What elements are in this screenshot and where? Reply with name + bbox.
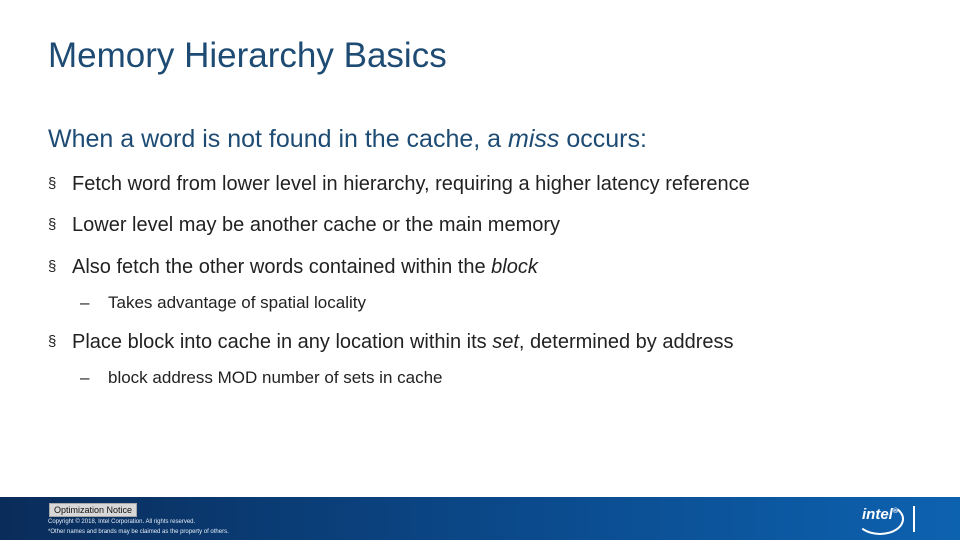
bullet-item [48, 214, 560, 237]
logo-divider [913, 506, 915, 532]
sub-bullet-text: Takes advantage of spatial locality [108, 293, 366, 312]
sub-bullet-marker: – [80, 293, 90, 312]
sub-bullet-item [80, 293, 366, 313]
intro-emphasis: miss [508, 125, 560, 153]
footer-bar [0, 497, 960, 540]
intro-text: When a word is not found in the cache, a [48, 125, 508, 153]
bullet-text: Also fetch the other words contained within the [72, 256, 492, 278]
bullet-marker: § [48, 258, 57, 275]
bullet-text: Place block into cache in any location within its [72, 331, 493, 353]
sub-bullet-marker: – [80, 368, 90, 387]
bullet-item [48, 173, 750, 196]
bullet-item [48, 256, 538, 279]
bullet-emphasis: block [491, 256, 538, 278]
sub-bullet-item [80, 368, 442, 388]
bullet-text: Fetch word from lower level in hierarchy, requiring a higher latency reference [72, 173, 750, 195]
trademark-text: *Other names and brands may be claimed as the property of others. [48, 529, 229, 535]
bullet-emphasis: set [492, 331, 519, 353]
bullet-marker: § [48, 175, 57, 192]
bullet-marker: § [48, 333, 57, 350]
intro-text-end: occurs: [559, 125, 647, 153]
intel-logo-text: intel [862, 506, 893, 523]
slide-title: Memory Hierarchy Basics [48, 36, 447, 75]
intro-line [48, 125, 647, 154]
bullet-text: Lower level may be another cache or the main memory [72, 214, 561, 236]
intel-logo-mark: ® [892, 508, 899, 515]
bullet-item [48, 331, 733, 354]
optimization-notice-link[interactable]: Optimization Notice [49, 503, 137, 517]
bullet-marker: § [48, 216, 57, 233]
bullet-text-end: , determined by address [518, 331, 734, 353]
sub-bullet-text: block address MOD number of sets in cache [108, 368, 443, 387]
intel-logo [862, 506, 898, 523]
copyright-text: Copyright © 2018, Intel Corporation. All rights reserved. [48, 519, 196, 525]
